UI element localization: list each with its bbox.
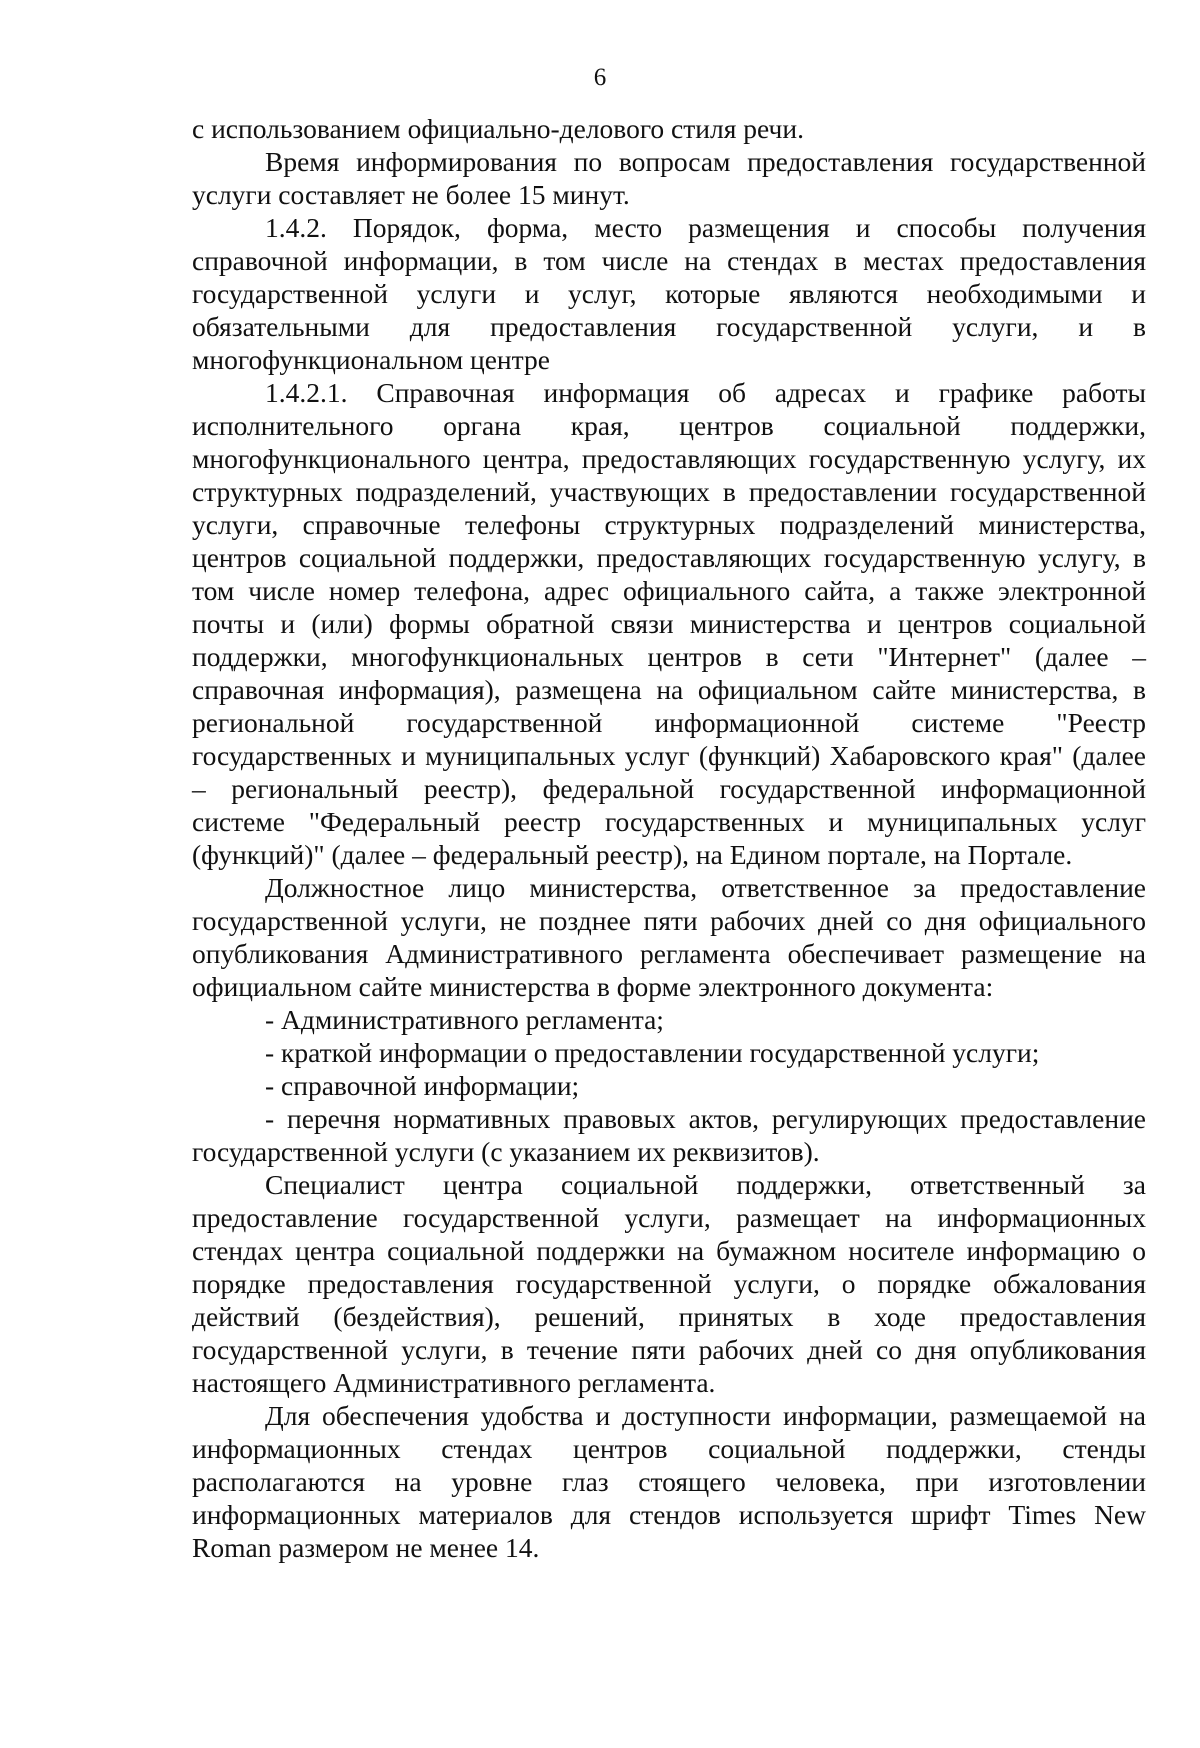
paragraph-official-responsible: Должностное лицо министерства, ответственное за предоставление государственной услуги, не позднее пяти рабочих дней со дня официального опубликования Административного регламента обеспечивает размещение на официальном сайте министерства в форме электронного документа: — [192, 872, 1146, 1002]
paragraph-section-1-4-2: 1.4.2. Порядок, форма, место размещения и способы получения справочной информации, в том числе на стендах в местах предоставления государственной услуги и услуг, которые являются необходимыми и обязательными для предоставления государственной услуги, и в многофункциональном центре — [192, 212, 1146, 375]
paragraph-section-1-4-2-1: 1.4.2.1. Справочная информация об адресах и графике работы исполнительного органа края, центров социальной поддержки, многофункционального центра, предоставляющих государственную услугу, их структурных подразделений, участвующих в предоставлении государственной услуги, справочные телефоны структурных подразделений министерства, центров социальной поддержки, предоставляющих государственную услугу, в том числе номер телефона, адрес официального сайта, а также электронной почты и (или) формы обратной связи министерства и центров социальной поддержки, многофункциональных центров в сети "Интернет" (далее – справочная информация), размещена на официальном сайте министерства, в региональной государственной информационной системе "Реестр государственных и муниципальных услуг (функций) Хабаровского края" (далее – региональный реестр), федеральной государственной информационной системе "Федеральный реестр государственных и муниципальных услуг (функций)" (далее – федеральный реестр), на Едином портале, на Портале. — [192, 377, 1146, 870]
paragraph-stands: Для обеспечения удобства и доступности информации, размещаемой на информационных стендах центров социальной поддержки, стенды располагаются на уровне глаз стоящего человека, при изготовлении информационных материалов для стендов используется шрифт Times New Roman размером не менее 14. — [192, 1400, 1146, 1563]
list-item: - Административного регламента; — [265, 1004, 664, 1035]
document-body — [192, 112, 1146, 1564]
paragraph-information-time: Время информирования по вопросам предоставления государственной услуги составляет не более 15 минут. — [192, 146, 1146, 210]
paragraph-continuation: с использованием официально-делового стиля речи. — [192, 113, 804, 144]
list-item: - перечня нормативных правовых актов, регулирующих предоставление государственной услуги (с указанием их реквизитов). — [192, 1103, 1146, 1167]
page-number: 6 — [593, 64, 607, 91]
paragraph-specialist: Специалист центра социальной поддержки, ответственный за предоставление государственной услуги, размещает на информационных стендах центра социальной поддержки на бумажном носителе информацию о порядке предоставления государственной услуги, о порядке обжалования действий (бездействия), решений, принятых в ходе предоставления государственной услуги, в течение пяти рабочих дней со дня опубликования настоящего Административного регламента. — [192, 1169, 1146, 1398]
list-item: - справочной информации; — [265, 1070, 580, 1101]
list-item: - краткой информации о предоставлении государственной услуги; — [265, 1037, 1040, 1068]
